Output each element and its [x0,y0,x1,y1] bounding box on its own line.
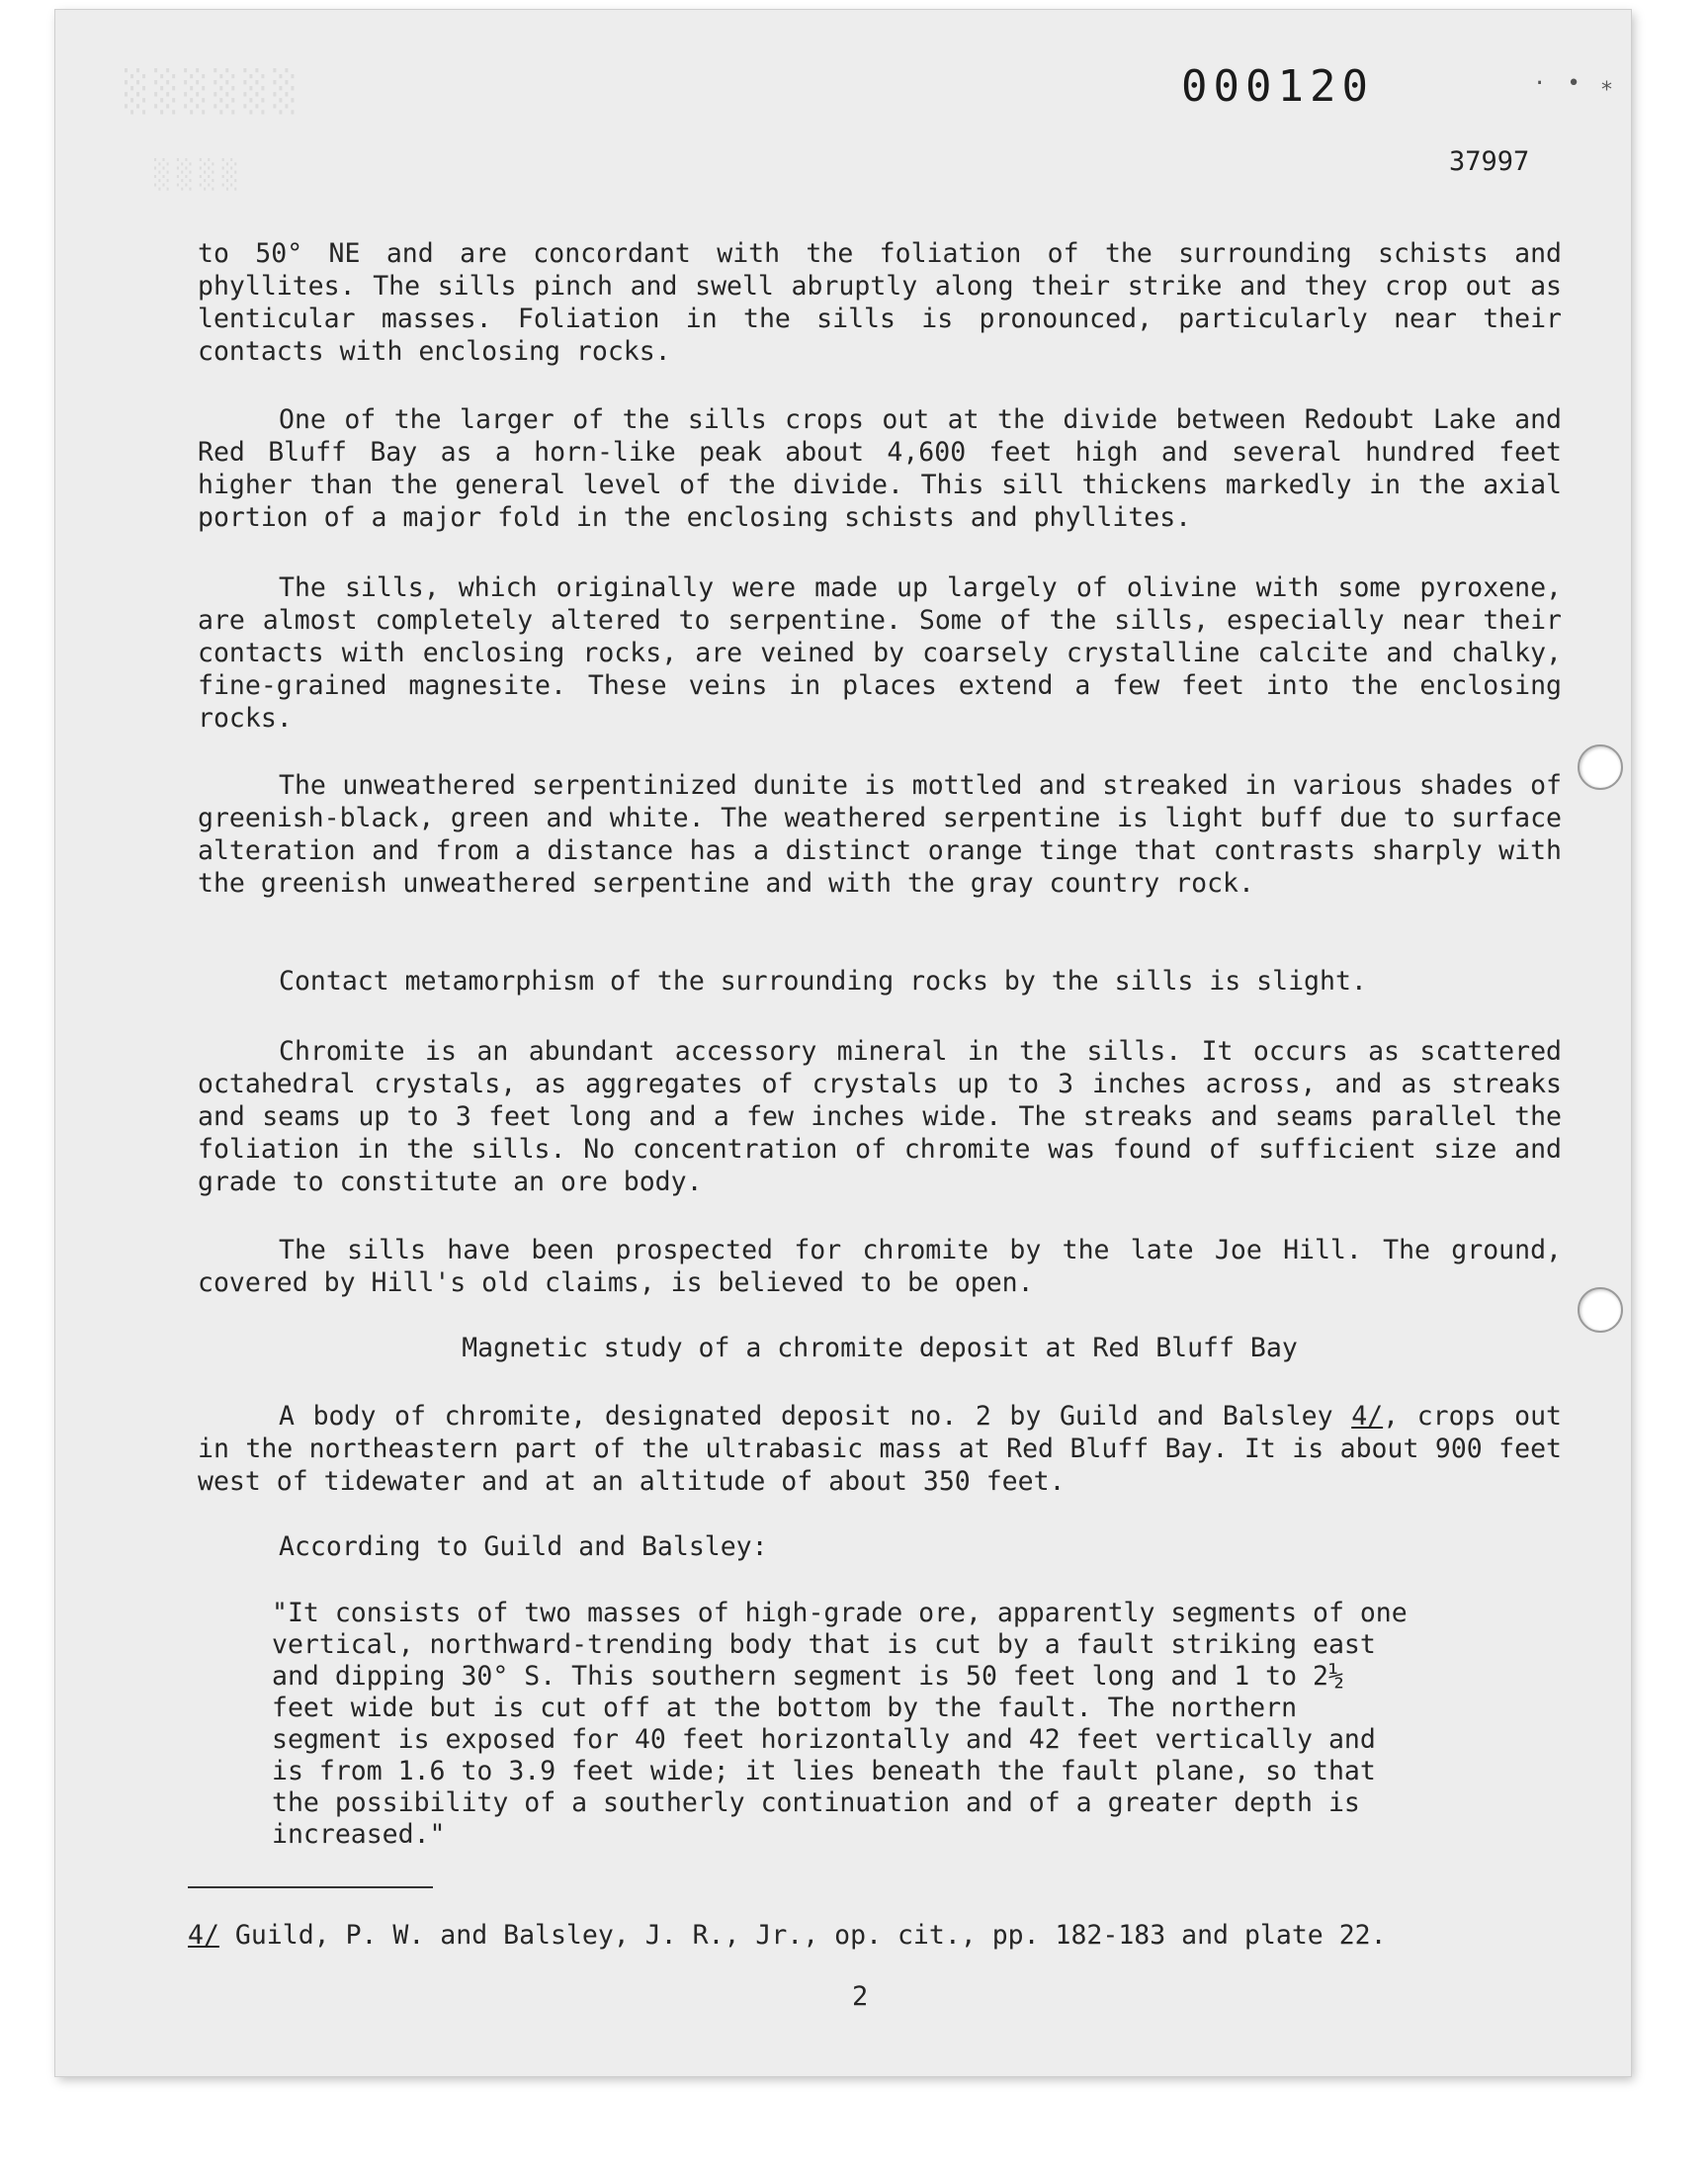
paragraph-deposit [198,1400,1562,1498]
punch-hole [1578,744,1623,790]
paragraph-text: Contact metamorphism of the surrounding rocks by the sills is slight. [279,966,1367,997]
paragraph-text-part: A body of chromite, designated deposit no. 2 by Guild and Balsley [279,1401,1333,1432]
quote-intro: According to Guild and Balsley: [279,1531,768,1562]
footnote-reference: 4/ [1351,1401,1384,1432]
paragraph-text: The sills, which originally were made up largely of olivine with some pyroxene, are almost completely altered to serpentine. Some of the sills, especially near their contacts with enclosing rocks, are veined by coarsely crystalline calcite and chalky, fine-grained magnesite. These veins in places extend a few feet into the enclosing rocks. [198,572,1562,734]
paragraph-4 [198,769,1562,900]
paragraph-text: Chromite is an abundant accessory mineral in the sills. It occurs as scattered octahedral crystals, as aggregates of crystals up to 3 inches across, and as streaks and seams up to 3 feet long and a few inches wide. The streaks and seams parallel the foliation in the sills. No concentration of chromite was found of sufficient size and grade to constitute an ore body. [198,1036,1562,1197]
paragraph-text-part: , crops out in the northeastern part of the ultrabasic mass at Red Bluff Bay. It is about 900 feet west of tidewater and at an altitude of about 350 feet. [198,1401,1562,1497]
footnote-divider [188,1886,433,1888]
quote-intro-block [198,1530,1562,1563]
block-quote [272,1598,1422,1851]
paragraph-1 [198,237,1562,368]
paragraph-6 [198,1035,1562,1198]
footnote [188,1920,1572,1951]
paragraph-2 [198,403,1562,534]
paragraph-3 [198,571,1562,735]
bleed-through-text: ░░░░ [154,158,245,191]
paragraph-5 [198,965,1562,998]
punch-hole [1578,1287,1623,1333]
paragraph-text: One of the larger of the sills crops out at the divide between Redoubt Lake and Red Bluff Bay as a horn-like peak about 4,600 feet high and several hundred feet higher than the general level of the divide. This sill thickens markedly in the axial portion of a major fold in the enclosing schists and phyllites. [198,404,1562,533]
document-number: 37997 [1449,146,1530,177]
footnote-marker: 4/ [188,1920,219,1951]
paragraph-text: The sills have been prospected for chromite by the late Joe Hill. The ground, covered by Hill's old claims, is believed to be open. [198,1235,1562,1298]
bleed-through-text: ░░░░░░ [125,69,303,115]
paragraph-text: to 50° NE and are concordant with the foliation of the surrounding schists and phyllites. The sills pinch and swell abruptly along their strike and they crop out as lenticular masses. Foliation in the sills is pronounced, particularly near their contacts with enclosing rocks. [198,238,1562,367]
footnote-text: Guild, P. W. and Balsley, J. R., Jr., op. cit., pp. 182-183 and plate 22. [234,1920,1387,1951]
ink-smudge: · • ⁎ [1533,71,1616,96]
section-heading: Magnetic study of a chromite deposit at Red Bluff Bay [462,1333,1298,1363]
paragraph-text: The unweathered serpentinized dunite is mottled and streaked in various shades of greenish-black, green and white. The weathered serpentine is light buff due to surface alteration and from a distance has a distinct orange tinge that contrasts sharply with the greenish unweathered serpentine and with the gray country rock. [198,770,1562,899]
page-number: 2 [852,1981,869,2012]
quote-text: "It consists of two masses of high-grade ore, apparently segments of one vertical, northward-trending body that is cut by a fault striking east and dipping 30° S. This southern segment is 50 feet long and 1 to 2½ feet wide but is cut off at the bottom by the fault. The northern segment is exposed for 40 feet horizontally and 42 feet vertically and is from 1.6 to 3.9 feet wide; it lies beneath the fault plane, so that the possibility of a southerly continuation and of a greater depth is increased." [272,1598,1408,1850]
paragraph-7 [198,1234,1562,1299]
serial-number: 000120 [1181,61,1374,112]
paragraph-text [198,1400,1562,1498]
